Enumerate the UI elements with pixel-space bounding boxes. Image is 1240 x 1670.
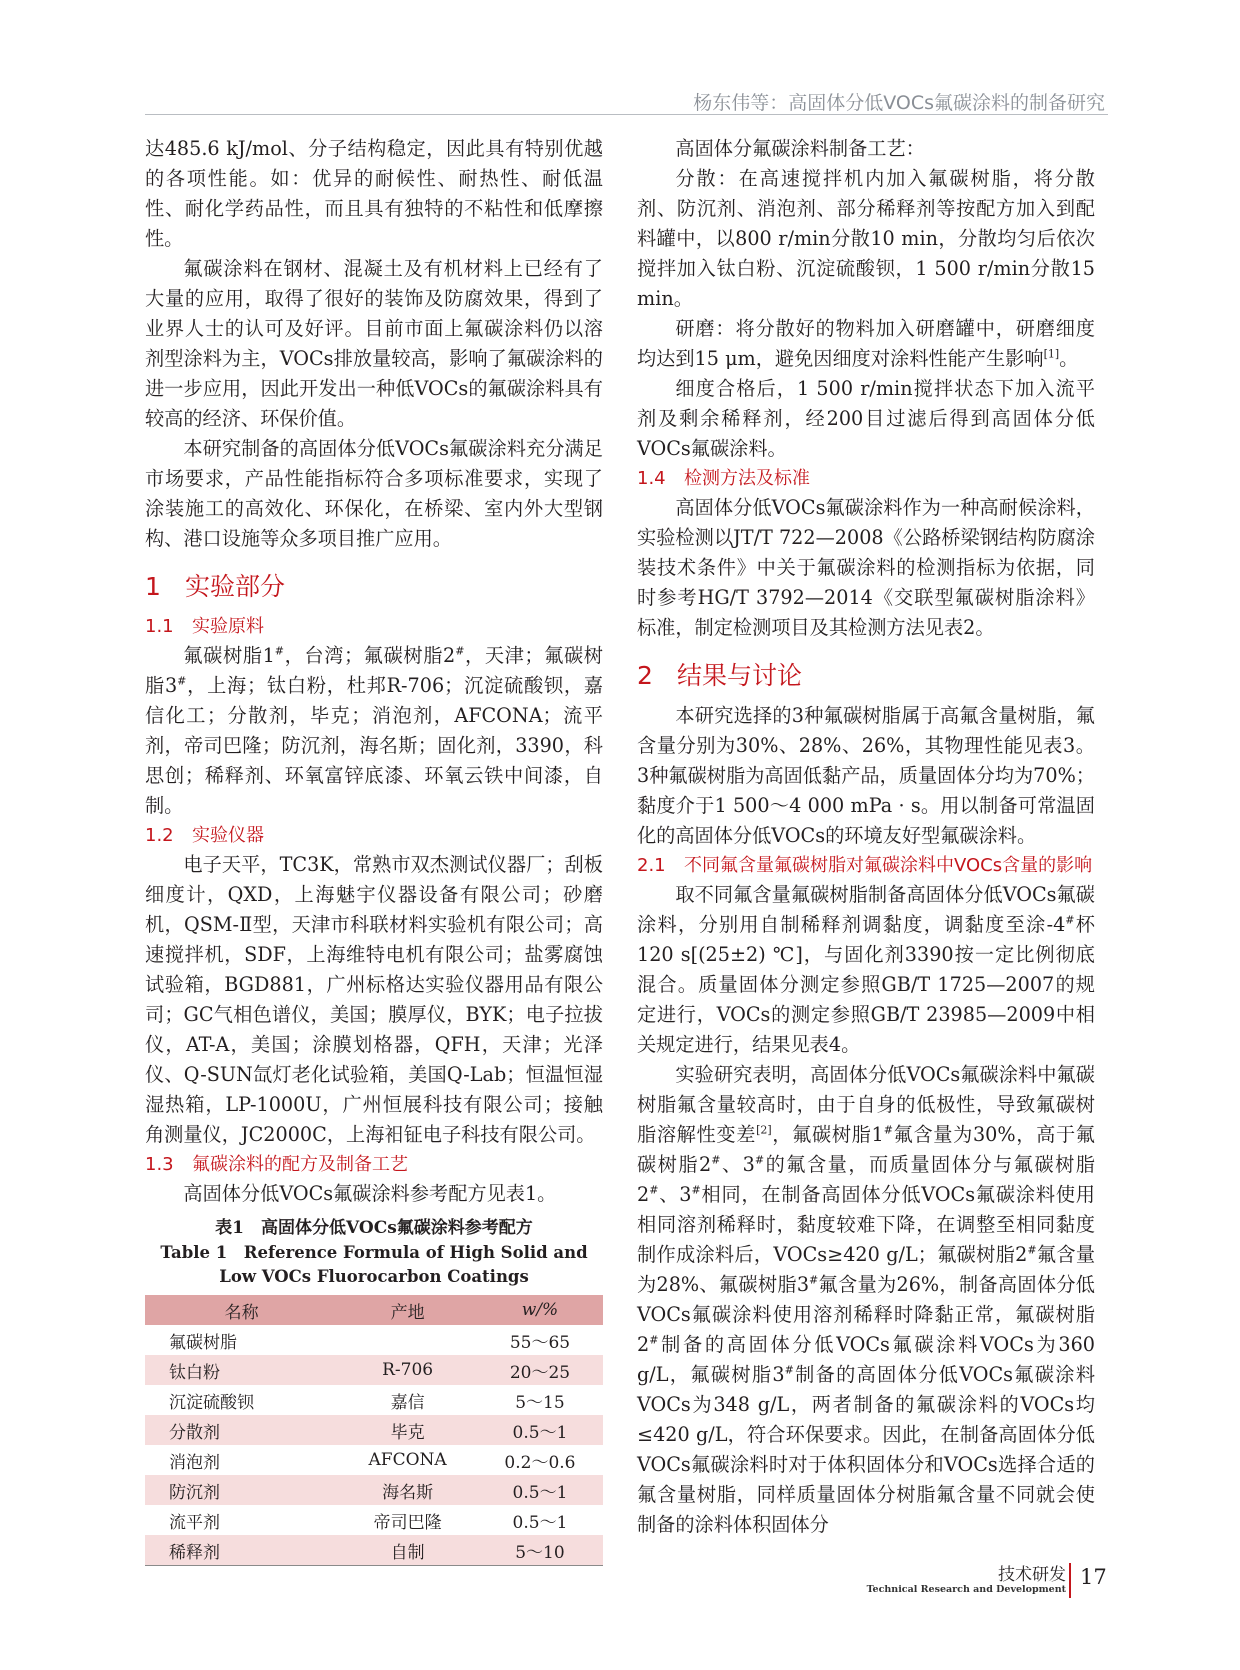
table-cell: 消泡剂 <box>169 1452 220 1473</box>
paragraph: 实验研究表明，高固体分低VOCs氟碳涂料中氟碳树脂氟含量较高时，由于自身的低极性，导致氟碳树脂溶解性变差[2]，氟碳树脂1#氟含量为30%，高于氟碳树脂2#、3#的氟含量，而质量固体分与氟碳树脂2#、3#相同，在制备高固体分低VOCs氟碳涂料使用相同溶剂稀释时，黏度较难下降，在调整至相同黏度制作成涂料后，VOCs≥420 g/L；氟碳树脂2#氟含量为28%、氟碳树脂3#氟含量为26%，制备高固体分低VOCs氟碳涂料使用溶剂稀释时降黏正常，氟碳树脂2#制备的高固体分低VOCs氟碳涂料VOCs为360 g/L，氟碳树脂3#制备的高固体分低VOCs氟碳涂料VOCs为348 g/L，两者制备的氟碳涂料的VOCs均≤420 g/L，符合环保要求。因此，在制备高固体分低VOCs氟碳涂料时对于体积固体分和VOCs选择合适的氟含量树脂，同样质量固体分树脂氟含量不同就会使制备的涂料体积固体分 <box>637 1063 1096 1536</box>
paragraph: 本研究制备的高固体分低VOCs氟碳涂料充分满足市场要求，产品性能指标符合多项标准要求，实现了涂装施工的高效化、环保化，在桥梁、室内外大型钢构、港口设施等众多项目推广应用。 <box>145 437 603 550</box>
paragraph: 达485.6 kJ/mol、分子结构稳定，因此具有特别优越的各项性能。如：优异的耐候性、耐热性、耐低温性、耐化学药品性，而且具有独特的不粘性和低摩擦性。 <box>145 137 603 250</box>
subsection-title: 检测方法及标准 <box>684 468 810 489</box>
section-number: 1 <box>145 572 161 601</box>
citation: [2] <box>756 1123 772 1137</box>
table-row <box>145 1355 603 1385</box>
column-header: 名称 <box>145 1295 338 1325</box>
table-cell: 防沉剂 <box>145 1475 338 1505</box>
column-header: 产地 <box>338 1295 477 1325</box>
paragraph: 氟碳涂料在钢材、混凝土及有机材料上已经有了大量的应用，取得了很好的装饰及防腐效果，得到了业界人士的认可及好评。目前市面上氟碳涂料仍以溶剂型涂料为主，VOCs排放量较高，影响了氟碳涂料的进一步应用，因此开发出一种低VOCs的氟碳涂料具有较高的经济、环保价值。 <box>145 257 603 430</box>
table-row <box>145 1535 603 1566</box>
right-column <box>637 134 1095 1540</box>
subsection-title: 氟碳涂料的配方及制备工艺 <box>192 1154 408 1175</box>
table-cell: 0.5～1 <box>512 1512 568 1533</box>
footer-divider <box>1069 1563 1071 1598</box>
section-title: 实验部分 <box>185 572 286 601</box>
table-cell: 55～65 <box>509 1332 571 1353</box>
paragraph: 研磨：将分散好的物料加入研磨罐中，研磨细度均达到15 μm，避免因细度对涂料性能产生影响[1]。 <box>637 317 1095 370</box>
column-header: w/% <box>477 1295 603 1325</box>
paragraph: 氟碳树脂1#，台湾；氟碳树脂2#，天津；氟碳树脂3#，上海；钛白粉，杜邦R-706；沉淀硫酸钡，嘉信化工；分散剂，毕克；消泡剂，AFCONA；流平剂，帝司巴隆；防沉剂，海名斯；固化剂，3390，科思创；稀释剂、环氧富锌底漆、环氧云铁中间漆，自制。 <box>145 644 603 817</box>
subsection-number: 1.2 <box>145 825 174 846</box>
table-cell: 稀释剂 <box>145 1535 338 1566</box>
table-cell: 分散剂 <box>145 1415 338 1445</box>
page-number: 17 <box>1080 1565 1107 1589</box>
table-caption <box>145 1215 603 1289</box>
subsection-heading <box>145 1150 603 1179</box>
table-cell: 嘉信 <box>390 1392 425 1413</box>
section-heading <box>145 569 603 605</box>
section-number: 2 <box>637 661 653 690</box>
table-row <box>145 1415 603 1445</box>
subsection-title: 实验原料 <box>192 616 264 637</box>
paragraph: 分散：在高速搅拌机内加入氟碳树脂，将分散剂、防沉剂、消泡剂、部分稀释剂等按配方加入到配料罐中，以800 r/min分散10 min，分散均匀后依次搅拌加入钛白粉、沉淀硫酸钡，1 500 r/min分散15 min。 <box>637 167 1095 310</box>
table-cell: R-706 <box>338 1355 477 1385</box>
subsection-heading <box>145 612 603 641</box>
table-caption-en: Table 1 Reference Formula of High Solid and Low VOCs Fluorocarbon Coatings <box>160 1243 588 1286</box>
table-row <box>145 1505 603 1535</box>
table-cell <box>338 1325 477 1355</box>
table-cell: 帝司巴隆 <box>373 1512 442 1533</box>
table-row <box>145 1325 603 1355</box>
subsection-heading <box>637 464 1095 493</box>
paragraph: 本研究选择的3种氟碳树脂属于高氟含量树脂，氟含量分别为30%、28%、26%，其物理性能见表3。3种氟碳树脂为高固低黏产品，质量固体分均为70%；黏度介于1 500～4 000 mPa · s。用以制备可常温固化的高固体分低VOCs的环境友好型氟碳涂料。 <box>637 704 1095 847</box>
running-title: 杨东伟等：高固体分低VOCs氟碳涂料的制备研究 <box>693 92 1105 114</box>
header-rule <box>145 114 1108 115</box>
paragraph: 高固体分氟碳涂料制备工艺： <box>675 137 925 160</box>
table-cell: AFCONA <box>368 1450 447 1470</box>
table-cell: 钛白粉 <box>145 1355 338 1385</box>
table-header-row <box>145 1295 603 1325</box>
table-cell: 自制 <box>338 1535 477 1566</box>
table-caption-zh: 表1 高固体分低VOCs氟碳涂料参考配方 <box>215 1218 533 1238</box>
subsection-title: 不同氟含量氟碳树脂对氟碳涂料中VOCs含量的影响 <box>684 855 1093 876</box>
table-cell: 0.5～1 <box>477 1475 603 1505</box>
subsection-number: 1.4 <box>637 468 666 489</box>
subsection-title: 实验仪器 <box>192 825 264 846</box>
table-cell: 沉淀硫酸钡 <box>169 1392 254 1413</box>
section-title: 结果与讨论 <box>677 661 803 690</box>
paragraph: 取不同氟含量氟碳树脂制备高固体分低VOCs氟碳涂料，分别用自制稀释剂调黏度，调黏度至涂-4#杯120 s[(25±2) ℃]，与固化剂3390按一定比例彻底混合。质量固体分测定参照GB/T 1725—2007的规定进行，VOCs的测定参照GB/T 23985—2009中相关规定进行，结果见表4。 <box>637 883 1095 1056</box>
subsection-heading <box>637 851 1095 880</box>
table-cell: 5～10 <box>477 1535 603 1566</box>
footer-section-label: 技术研发 <box>998 1565 1066 1585</box>
left-column <box>145 134 603 1566</box>
paragraph: 细度合格后，1 500 r/min搅拌状态下加入流平剂及剩余稀释剂，经200目过滤后得到高固体分低VOCs氟碳涂料。 <box>637 377 1095 460</box>
table-cell: 0.2～0.6 <box>504 1452 576 1473</box>
paragraph: 电子天平，TC3K，常熟市双杰测试仪器厂；刮板细度计，QXD，上海魅宇仪器设备有限公司；砂磨机，QSM-Ⅱ型，天津市科联材料实验机有限公司；高速搅拌机，SDF，上海维特电机有限公司；盐雾腐蚀试验箱，BGD881，广州标格达实验仪器用品有限公司；GC气相色谱仪，美国；膜厚仪，BYK；电子拉拔仪，AT-A，美国；涂膜划格器，QFH，天津；光泽仪、Q-SUN氙灯老化试验箱，美国Q-Lab；恒温恒湿湿热箱，LP-1000U，广州恒展科技有限公司；接触角测量仪，JC2000C，上海衵钲电子科技有限公司。 <box>145 853 603 1146</box>
table-cell: 氟碳树脂 <box>169 1332 237 1353</box>
table-row <box>145 1445 603 1475</box>
section-heading <box>637 658 1095 694</box>
table-cell: 20～25 <box>477 1355 603 1385</box>
paragraph: 高固体分低VOCs氟碳涂料参考配方见表1。 <box>183 1182 557 1205</box>
table-cell: 海名斯 <box>338 1475 477 1505</box>
footer-section-label-en: Technical Research and Development <box>866 1584 1066 1595</box>
table-cell: 毕克 <box>338 1415 477 1445</box>
subsection-heading <box>145 821 603 850</box>
table-cell: 0.5～1 <box>477 1415 603 1445</box>
subsection-number: 1.3 <box>145 1154 174 1175</box>
formula-table <box>145 1295 603 1566</box>
subsection-number: 2.1 <box>637 855 666 876</box>
table-cell: 5～15 <box>515 1392 565 1413</box>
paragraph: 高固体分低VOCs氟碳涂料作为一种高耐候涂料，实验检测以JT/T 722—2008《公路桥梁钢结构防腐涂装技术条件》中关于氟碳涂料的检测指标为依据，同时参考HG/T 3792—2014《交联型氟碳树脂涂料》标准，制定检测项目及其检测方法见表2。 <box>637 496 1095 639</box>
table-cell: 流平剂 <box>169 1512 220 1533</box>
subsection-number: 1.1 <box>145 616 174 637</box>
table-row <box>145 1385 603 1415</box>
table-row <box>145 1475 603 1505</box>
citation: [1] <box>1043 347 1060 361</box>
